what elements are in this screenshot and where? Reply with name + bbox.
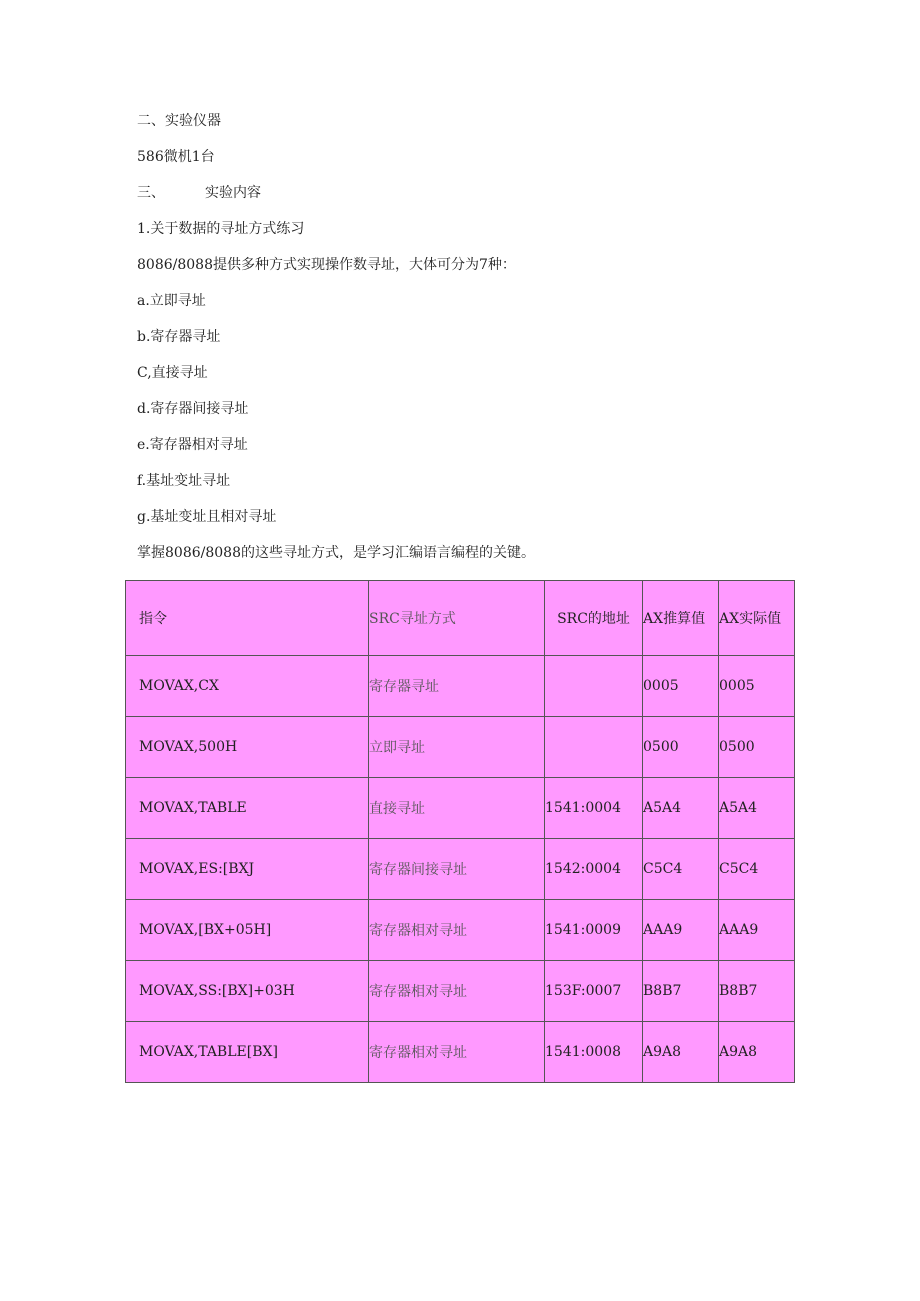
cell-ax-actual: 0005 [719,656,795,717]
cell-src-address: 1541:0009 [545,900,643,961]
cell-instruction: MOVAX,TABLE[BX] [126,1022,369,1083]
cell-src-address: 1541:0004 [545,778,643,839]
cell-src-mode: 寄存器相对寻址 [369,900,545,961]
table-row [126,717,795,778]
header-ax-estimated: AX推算值 [643,581,719,656]
list-item: d.寄存器间接寻址 [137,401,249,417]
table-row [126,839,795,900]
header-instruction: 指令 [126,581,369,656]
section-3-number: 三、 [137,185,165,201]
cell-ax-estimated: A5A4 [643,778,719,839]
cell-src-address [545,656,643,717]
list-item: a.立即寻址 [137,293,206,309]
addressing-table [125,580,795,1083]
cell-src-mode: 寄存器间接寻址 [369,839,545,900]
intro-paragraph: 8086/8088提供多种方式实现操作数寻址，大体可分为7种： [137,257,516,273]
cell-instruction: MOVAX,CX [126,656,369,717]
cell-src-address: 1541:0008 [545,1022,643,1083]
cell-src-mode: 寄存器相对寻址 [369,961,545,1022]
cell-ax-estimated: AAA9 [643,900,719,961]
cell-ax-estimated: 0005 [643,656,719,717]
section-3-heading [137,183,261,203]
cell-src-address [545,717,643,778]
header-src-mode: SRC寻址方式 [369,581,545,656]
header-src-address: SRC的地址 [545,581,643,656]
equipment-line: 586微机1台 [137,149,215,165]
section-2-heading: 二、实验仪器 [137,113,221,129]
cell-instruction: MOVAX,500H [126,717,369,778]
table-row [126,900,795,961]
table-row [126,656,795,717]
cell-src-mode: 直接寻址 [369,778,545,839]
cell-ax-estimated: B8B7 [643,961,719,1022]
table-row [126,1022,795,1083]
summary-paragraph: 掌握8086/8088的这些寻址方式，是学习汇编语言编程的关键。 [137,545,535,561]
cell-src-mode: 寄存器寻址 [369,656,545,717]
table-row [126,778,795,839]
cell-ax-estimated: 0500 [643,717,719,778]
list-item: b.寄存器寻址 [137,329,221,345]
cell-instruction: MOVAX,TABLE [126,778,369,839]
cell-src-mode: 寄存器相对寻址 [369,1022,545,1083]
cell-src-address: 153F:0007 [545,961,643,1022]
section-3-title: 实验内容 [205,185,261,201]
cell-ax-actual: B8B7 [719,961,795,1022]
cell-ax-actual: AAA9 [719,900,795,961]
cell-ax-estimated: A9A8 [643,1022,719,1083]
table-row [126,961,795,1022]
cell-src-mode: 立即寻址 [369,717,545,778]
cell-ax-actual: C5C4 [719,839,795,900]
list-item: e.寄存器相对寻址 [137,437,248,453]
cell-instruction: MOVAX,SS:[BX]+03H [126,961,369,1022]
cell-instruction: MOVAX,ES:[BXJ [126,839,369,900]
table-header-row [126,581,795,656]
list-item: g.基址变址且相对寻址 [137,509,277,525]
list-item: f.基址变址寻址 [137,473,231,489]
cell-ax-estimated: C5C4 [643,839,719,900]
cell-ax-actual: A9A8 [719,1022,795,1083]
cell-instruction: MOVAX,[BX+05H] [126,900,369,961]
header-ax-actual: AX实际值 [719,581,795,656]
cell-ax-actual: 0500 [719,717,795,778]
subsection-1-heading: 1.关于数据的寻址方式练习 [137,221,305,237]
cell-src-address: 1542:0004 [545,839,643,900]
cell-ax-actual: A5A4 [719,778,795,839]
list-item: C,直接寻址 [137,365,208,381]
